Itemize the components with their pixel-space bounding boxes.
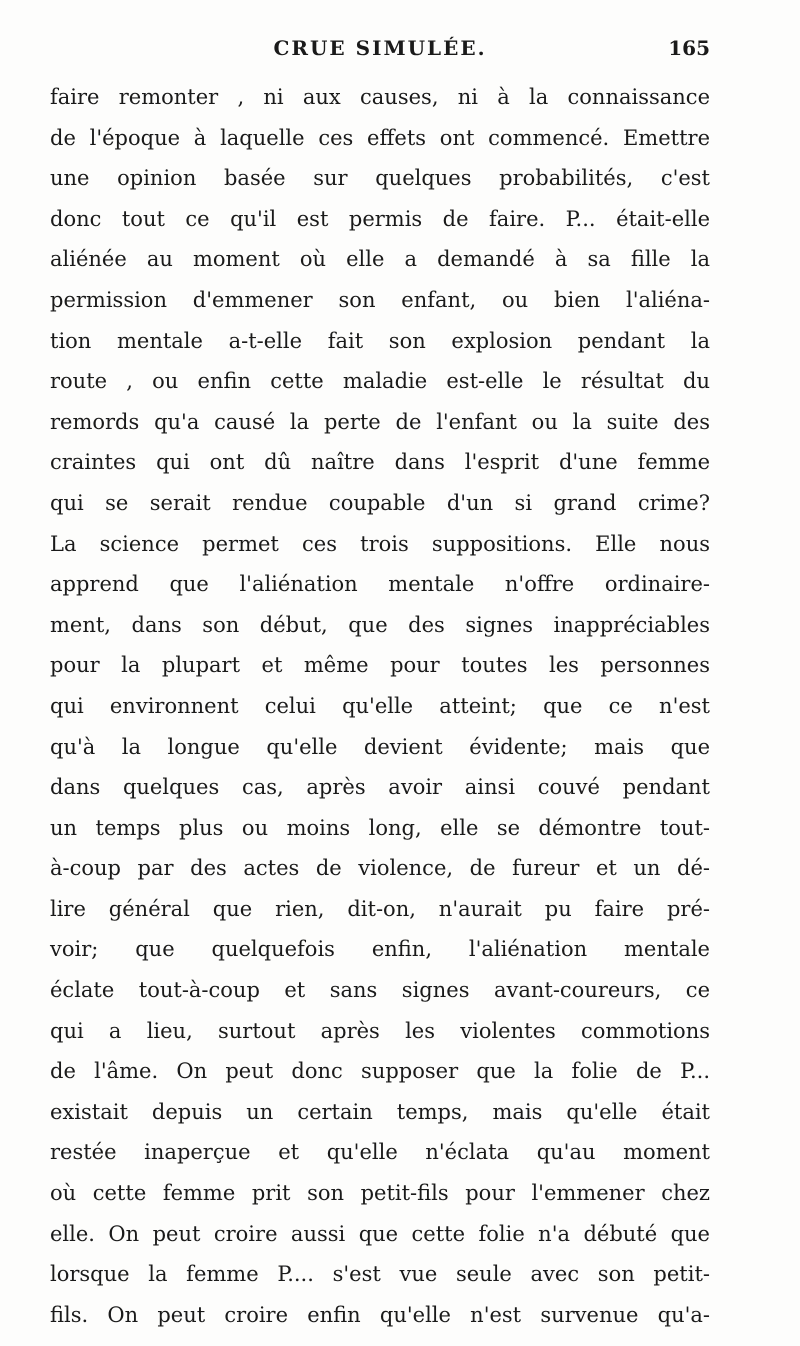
text-line: qui environnent celui qu'elle atteint; que ce n'est [50, 693, 710, 718]
text-line: La science permet ces trois suppositions. Elle nous [50, 531, 710, 556]
text-line: lorsque la femme P.... s'est vue seule avec son petit- [50, 1262, 710, 1287]
text-line: qui a lieu, surtout après les violentes commotions [50, 1018, 710, 1043]
text-line: une opinion basée sur quelques probabilités, c'est [50, 166, 710, 191]
running-head [50, 36, 710, 66]
text-line: dans quelques cas, après avoir ainsi couvé pendant [50, 775, 710, 800]
text-line: qui se serait rendue coupable d'un si grand crime? [50, 490, 710, 515]
text-line: permission d'emmener son enfant, ou bien l'aliéna- [50, 287, 710, 312]
text-line: de l'âme. On peut donc supposer que la folie de P... [50, 1059, 710, 1084]
text-line: pour la plupart et même pour toutes les personnes [50, 653, 710, 678]
text-line: apprend que l'aliénation mentale n'offre ordinaire- [50, 572, 710, 597]
text-line: qu'à la longue qu'elle devient évidente; mais que [50, 734, 710, 759]
text-line: elle. On peut croire aussi que cette folie n'a débuté que [50, 1221, 710, 1246]
text-line: existait depuis un certain temps, mais qu'elle était [50, 1099, 710, 1124]
text-line: de l'époque à laquelle ces effets ont commencé. Emettre [50, 125, 710, 150]
text-line: fils. On peut croire enfin qu'elle n'est survenue qu'a- [50, 1302, 710, 1327]
text-line: faire remonter , ni aux causes, ni à la connaissance [50, 85, 710, 109]
text-line: tion mentale a-t-elle fait son explosion pendant la [50, 328, 710, 353]
text-line: restée inaperçue et qu'elle n'éclata qu'au moment [50, 1140, 710, 1165]
text-line: craintes qui ont dû naître dans l'esprit d'une femme [50, 450, 710, 475]
page-number: 165 [668, 36, 710, 60]
text-line: lire général que rien, dit-on, n'aurait pu faire pré- [50, 896, 710, 921]
text-line: voir; que quelquefois enfin, l'aliénation mentale [50, 937, 710, 962]
running-title: CRUE SIMULÉE. [273, 36, 487, 60]
text-line: un temps plus ou moins long, elle se démontre tout- [50, 815, 710, 840]
text-line: route , ou enfin cette maladie est-elle le résultat du [50, 369, 710, 394]
text-line: ment, dans son début, que des signes inappréciables [50, 612, 710, 637]
text-line: où cette femme prit son petit-fils pour l'emmener chez [50, 1181, 710, 1206]
body-text [50, 77, 710, 1335]
text-line: à-coup par des actes de violence, de fureur et un dé- [50, 856, 710, 881]
text-line: donc tout ce qu'il est permis de faire. P... était-elle [50, 206, 710, 231]
text-line: éclate tout-à-coup et sans signes avant-coureurs, ce [50, 978, 710, 1003]
text-line: remords qu'a causé la perte de l'enfant ou la suite des [50, 409, 710, 434]
text-line: aliénée au moment où elle a demandé à sa fille la [50, 247, 710, 272]
